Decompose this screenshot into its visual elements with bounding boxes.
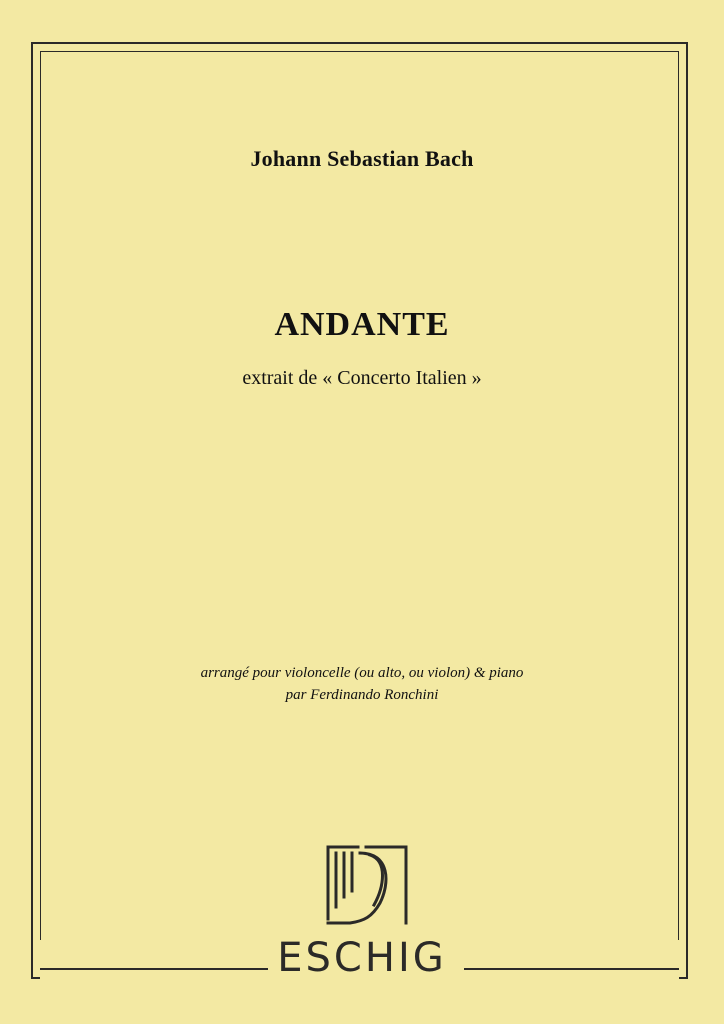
- work-subtitle: extrait de « Concerto Italien »: [242, 367, 482, 389]
- arrangement-arranger: par Ferdinando Ronchini: [285, 687, 439, 703]
- composer-name: Johann Sebastian Bach: [250, 146, 474, 171]
- arrangement-instruments: arrangé pour violoncelle (ou alto, ou violon) & piano: [200, 665, 524, 681]
- inner-border-frame: [40, 51, 679, 970]
- publisher-name: ESCHIG: [277, 935, 447, 981]
- arrangement-credit: [0, 662, 724, 706]
- work-title: ANDANTE: [274, 306, 450, 343]
- eschig-harp-logo-icon: [320, 843, 412, 927]
